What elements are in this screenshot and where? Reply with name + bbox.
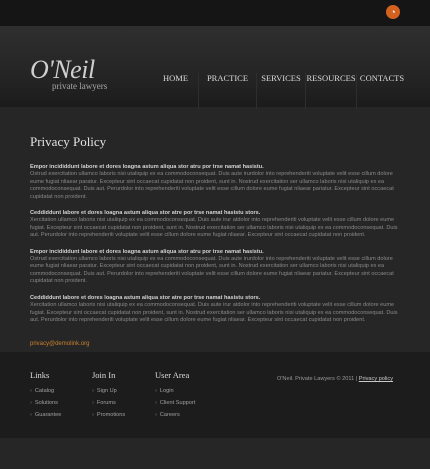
logo[interactable] — [30, 57, 107, 91]
policy-paragraph — [30, 164, 398, 201]
footer-link-label: Careers — [159, 412, 180, 418]
footer-link-label: Sign Up — [96, 388, 117, 394]
footer-link-forums[interactable] — [92, 400, 125, 406]
site-footer — [0, 352, 430, 438]
footer-link-careers[interactable] — [155, 412, 195, 418]
policy-paragraph — [30, 249, 398, 286]
footer-link-guarantee[interactable] — [30, 412, 61, 418]
footer-link-client-support[interactable] — [155, 400, 195, 406]
main-nav — [153, 73, 407, 109]
arrow-right-icon: › — [30, 388, 32, 394]
footer-heading: User Area — [155, 370, 190, 380]
footer-link-label: Promotions — [96, 412, 126, 418]
policy-paragraph — [30, 210, 398, 240]
paragraph-lead: Empor incididdunt labore et dores loagna astum aliqua stor atru por trse namat hasistu. — [30, 248, 264, 255]
nav-item-contacts[interactable]: CONTACTS — [359, 73, 405, 83]
email-link[interactable]: privacy@demolink.org — [30, 341, 90, 348]
footer-heading: Links — [30, 370, 50, 380]
site-header — [0, 26, 430, 107]
footer-link-sign-up[interactable] — [92, 388, 125, 394]
paragraph-lead: Ceddiddunt labore et dores loagna astum aliqua stor atre por trse namat hasistu stors. — [30, 210, 261, 217]
paragraph-body: Xercitation ullamco laboris nisi utaliquip ex ea commodoconsequat. Duis aute irur atdolor into reprehenderiti voluptate velit esse cillum dolore eume fugiat. Excepteur sint occaecat cupidatat non proident, sunt in. Nostrud exercitation ser ullamco laboris nisi utaliquip ex ea commodoconsequat. Duis aut. Perurdolor into reprehenderiti voluptate velit esse cillum dolore eume fugiat nliaear. Excepteur sint occaecat cupidatat non proident. — [30, 302, 398, 323]
nav-item-practice[interactable]: PRACTICE — [199, 73, 257, 109]
arrow-right-icon: › — [155, 400, 157, 406]
paragraph-body: Ostrud exercitation ullamco laboris nisi utaliquip ex ea commodoconsequat. Duis aute irurdolor into reprehenderiti voluptate velit esse cillum dolore eume fugiat nliaear paratur. Excepteur sint occaecat cupidatat non proident, sunt in. Nostrud exercitation ser ullamco laboris nisi utaliquip ex ea commodoconsequat. Duis aut. Perurdolor into reprehenderiti voluptate velit esse cillum dolore eume fugiat nliaear pariatur. Excepteur sint occaecat cupidatat non proident. — [30, 256, 394, 285]
logo-tagline: private lawyers — [52, 81, 108, 91]
footer-link-label: Login — [159, 388, 174, 394]
copyright-text: O'Neil. Private Lawyers © 2011 — [277, 376, 355, 382]
arrow-right-icon: › — [155, 412, 157, 418]
paragraph-body: Ostrud exercitation ullamco laboris nisi utaliquip ex ea commodoconsequat. Duis aute irurdolor into reprehenderiti voluptate velit esse cillum dolore eume fugiat nliaear paratur. Excepteur sint occaecat cupidatat non proident, sunt in. Nostrud exercitation ser ullamco laboris nisi utaliquip ex ea commodoconsequat. Duis aut. Perurdolor into reprehenderiti voluptate velit esse cillum dolore eume fugiat nliaear pariatur. Excepteur sint occaecat cupidatat non proident. — [30, 171, 394, 200]
nav-item-resources[interactable]: RESOURCES — [306, 73, 357, 109]
footer-column-user-area — [155, 370, 195, 424]
footer-heading: Join In — [92, 370, 116, 380]
footer-column-join-in — [92, 370, 125, 424]
nav-item-services[interactable]: SERVICES — [257, 73, 306, 109]
footer-link-label: Solutions — [34, 400, 58, 406]
footer-link-solutions[interactable] — [30, 400, 61, 406]
arrow-right-icon: › — [92, 412, 94, 418]
arrow-right-icon: › — [30, 412, 32, 418]
footer-link-label: Catalog — [34, 388, 55, 394]
separator: | — [355, 376, 358, 382]
privacy-policy-link[interactable]: Privacy policy — [358, 376, 393, 382]
footer-link-promotions[interactable] — [92, 412, 125, 418]
logo-name: O'Neil — [30, 55, 95, 84]
footer-link-label: Guarantee — [34, 412, 62, 418]
rss-icon[interactable]: ◔ — [386, 5, 400, 19]
footer-link-label: Forums — [96, 400, 116, 406]
arrow-right-icon: › — [155, 388, 157, 394]
arrow-right-icon: › — [92, 388, 94, 394]
policy-paragraph — [30, 295, 398, 325]
top-bar — [0, 0, 430, 26]
arrow-right-icon: › — [92, 400, 94, 406]
footer-link-label: Client Support — [159, 400, 196, 406]
page-title: Privacy Policy — [30, 134, 107, 149]
arrow-right-icon: › — [30, 400, 32, 406]
footer-link-login[interactable] — [155, 388, 195, 394]
paragraph-body: Xercitation ullamco laboris nisi utaliquip ex ea commodoconsequat. Duis aute irur atdolor into reprehenderiti voluptate velit esse cillum dolore eume fugiat. Excepteur sint occaecat cupidatat non proident, sunt in. Nostrud exercitation ser ullamco laboris nisi utaliquip ex ea commodoconsequat. Duis aut. Perurdolor into reprehenderiti voluptate velit esse cillum dolore eume fugiat nliaear. Excepteur sint occaecat cupidatat non proident. — [30, 217, 398, 239]
footer-column-links — [30, 370, 61, 424]
footer-link-catalog[interactable] — [30, 388, 61, 394]
paragraph-lead: Empor incididdunt labore et dores loagna astum aliqua stor atru por trse namat hasistu. — [30, 164, 264, 170]
nav-item-home[interactable]: HOME — [153, 73, 199, 109]
copyright — [277, 376, 393, 382]
main-content — [0, 107, 430, 354]
paragraph-lead: Ceddiddunt labore et dores loagna astum aliqua stor atre por trse namat hasistu stors. — [30, 294, 261, 301]
